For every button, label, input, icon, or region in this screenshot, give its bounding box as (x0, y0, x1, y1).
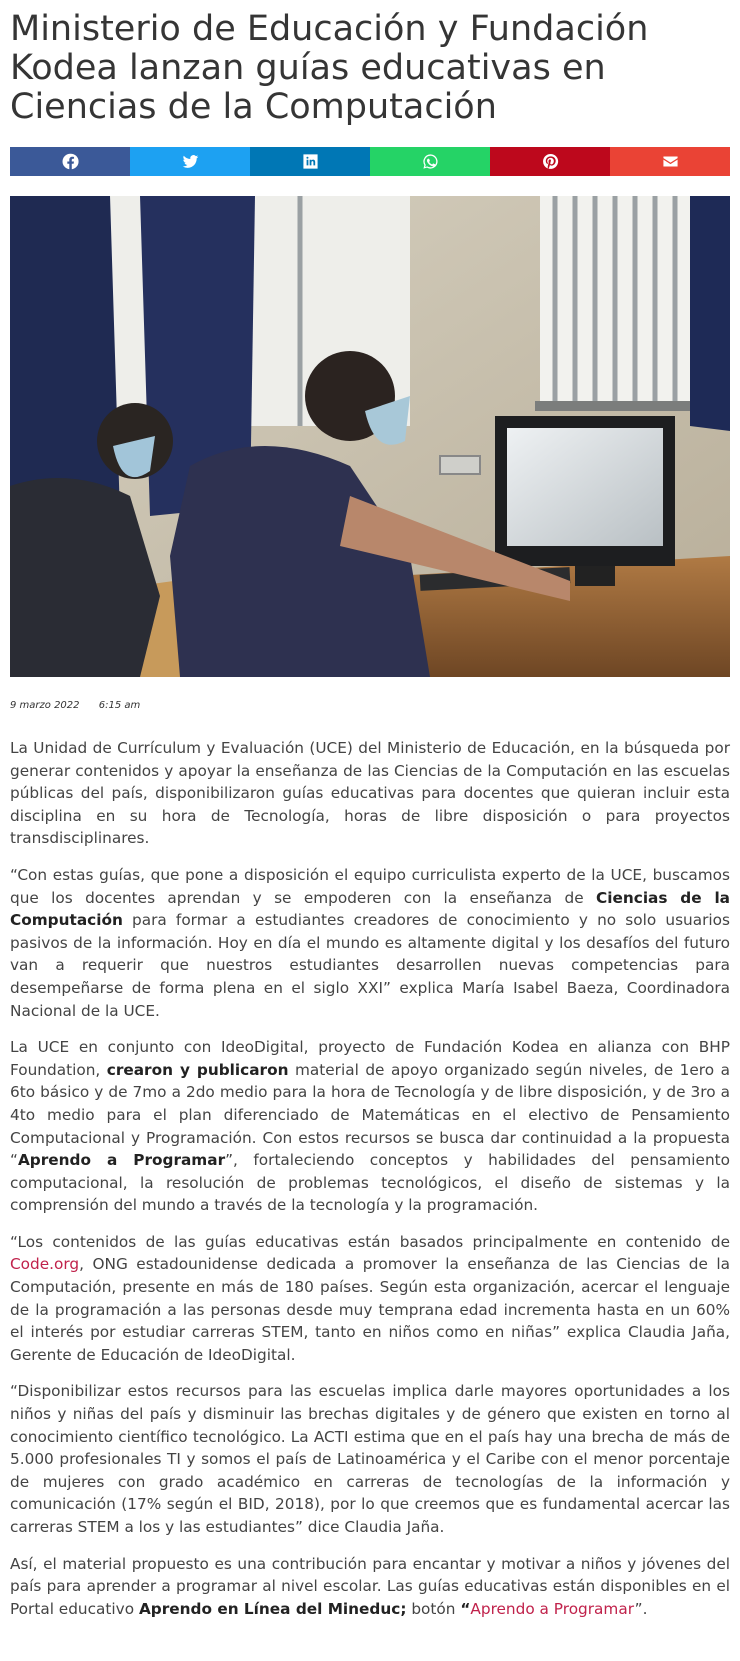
facebook-icon (62, 153, 79, 170)
paragraph-3-bold-2: Aprendo a Programar (17, 1151, 226, 1170)
paragraph-6 (10, 1553, 730, 1621)
linkedin-icon (302, 153, 319, 170)
hero-photo (10, 196, 730, 677)
share-twitter-button[interactable] (130, 147, 250, 176)
paragraph-6-text-d: ”. (634, 1599, 648, 1618)
post-meta (10, 697, 730, 715)
share-facebook-button[interactable] (10, 147, 130, 176)
article-container (10, 6, 730, 1620)
article-body (10, 737, 730, 1620)
pinterest-icon (542, 153, 559, 170)
share-bar (10, 147, 730, 176)
paragraph-4-text-a: “Los contenidos de las guías educativas están basados principalmente en contenido de (10, 1232, 730, 1251)
paragraph-2 (10, 864, 730, 1022)
paragraph-6-bold: Aprendo en Línea del Mineduc; (138, 1599, 407, 1618)
share-pinterest-button[interactable] (490, 147, 610, 176)
paragraph-2-text-c: para formar a estudiantes creadores de conocimiento y no solo usuarios pasivos de la información. Hoy en día el mundo es altamente digital y los desafíos del futuro van a requerir que nuestros estudiantes desarrollen nuevas competencias para desempeñarse de forma plena en el siglo XXI” explica María Isabel Baeza, Coordinadora Nacional de la UCE. (10, 911, 730, 1020)
post-date: 9 marzo 2022 (10, 700, 80, 711)
paragraph-3-bold-1: crearon y publicaron (106, 1060, 289, 1079)
paragraph-4-text-b: , ONG estadounidense dedicada a promover la enseñanza de las Ciencias de la Computación, presente en más de 180 países. Según esta organización, acercar el lenguaje de la programación a las personas desde muy temprana edad incrementa hasta en un 60% el interés por estudiar carreras STEM, tanto en niños como en niñas” explica Claudia Jaña, Gerente de Educación de IdeoDigital. (10, 1255, 730, 1364)
aprendo-a-programar-link[interactable]: Aprendo a Programar (470, 1599, 635, 1618)
twitter-icon (182, 153, 199, 170)
paragraph-4 (10, 1231, 730, 1367)
paragraph-6-text-c: botón (406, 1599, 461, 1618)
paragraph-5: “Disponibilizar estos recursos para las escuelas implica darle mayores oportunidades a los niños y niñas del país y disminuir las brechas digitales y de género que existen en torno al conocimiento científico tecnológico. La ACTI estima que en el país hay una brecha de más de 5.000 profesionales TI y somos el país de Latinoamérica y el Caribe con el menor porcentaje de mujeres con grado académico en carreras de tecnologías de la información y comunicación (17% según el BID, 2018), por lo que creemos que es fundamental acercar las carreras STEM a los y las estudiantes” dice Claudia Jaña. (10, 1382, 730, 1536)
paragraph-6-text-a: Así, el material propuesto es una contribución para encantar y motivar a niños y jóvenes del país para aprender a programar al nivel escolar. Las guías educativas están disponibles en el Portal educativo (10, 1554, 730, 1618)
paragraph-3-text-a: La UCE en conjunto con IdeoDigital, proyecto de Fundación Kodea en alianza con BHP Foundation, (10, 1038, 730, 1079)
whatsapp-icon (422, 153, 439, 170)
post-time: 6:15 am (98, 700, 141, 711)
code-org-link[interactable]: Code.org (10, 1255, 80, 1274)
paragraph-2-text-a: “Con estas guías, que pone a disposición el equipo curriculista experto de la UCE, buscamos que los docentes aprendan y se empoderen con la enseñanza de (10, 865, 730, 907)
paragraph-3-text-e: ”, fortaleciendo conceptos y habilidades del pensamiento computacional, la resolución de problemas tecnológicos, el diseño de sistemas y la comprensión del mundo a través de la tecnología y la programación. (10, 1151, 730, 1215)
paragraph-3 (10, 1036, 730, 1217)
email-icon (662, 153, 679, 170)
paragraph-2-bold: Ciencias de la Computación (10, 888, 731, 930)
share-whatsapp-button[interactable] (370, 147, 490, 176)
share-linkedin-button[interactable] (250, 147, 370, 176)
paragraph-3-text-c: material de apoyo organizado según niveles, de 1ero a 6to básico y de 7mo a 2do medio para la hora de Tecnología y de libre disposición, y de 3ro a 4to medio para el plan diferenciado de Matemáticas en el electivo de Pensamiento Computacional y Programación. Con estos recursos se busca dar continuidad a la propuesta “ (10, 1060, 730, 1170)
article-title: Ministerio de Educación y Fundación Kodea lanzan guías educativas en Ciencias de la Computación (10, 9, 649, 127)
paragraph-1: La Unidad de Currículum y Evaluación (UCE) del Ministerio de Educación, en la búsqueda por generar contenidos y apoyar la enseñanza de las Ciencias de la Computación en las escuelas públicas del país, disponibilizaron guías educativas para docentes que quieran incluir esta disciplina en su hora de Tecnología, horas de libre disposición o para proyectos transdisciplinares. (10, 739, 730, 848)
paragraph-6-open-quote: “ (460, 1599, 471, 1618)
share-email-button[interactable] (610, 147, 730, 176)
